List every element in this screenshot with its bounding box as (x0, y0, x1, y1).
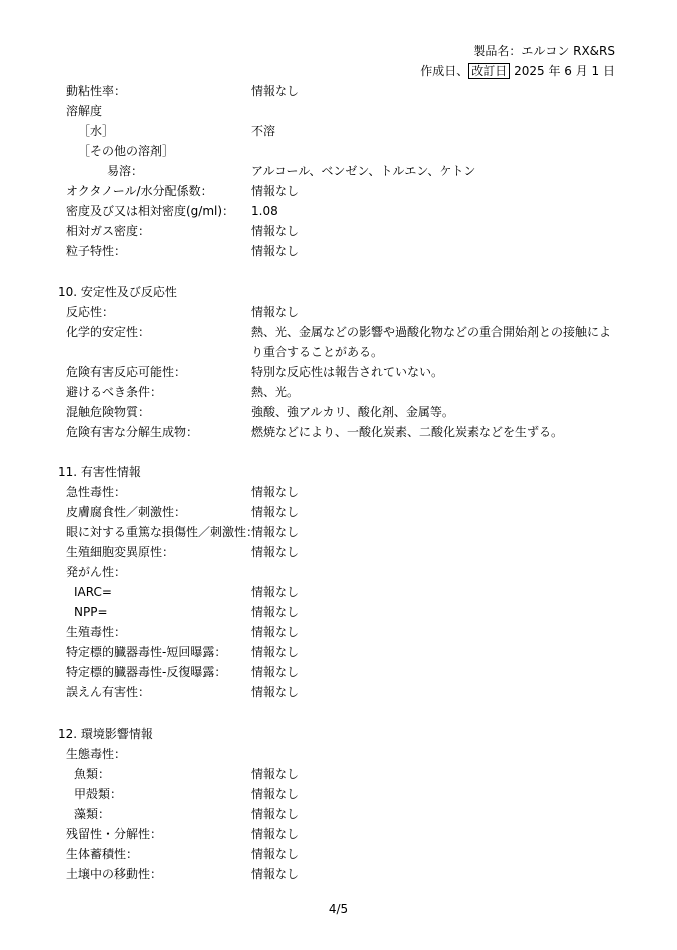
value: 情報なし (251, 665, 300, 679)
section-11-heading (0, 462, 677, 482)
section-title: 12. 環境影響情報 (58, 727, 153, 741)
value: 情報なし (251, 184, 300, 198)
row-bioaccum (0, 844, 677, 864)
row-chem-stability (0, 322, 677, 362)
row-npp (0, 602, 677, 622)
row-stot-single (0, 642, 677, 662)
row-carcino (0, 562, 677, 582)
label: IARC= (74, 585, 112, 599)
section-10-heading (0, 282, 677, 302)
value: 情報なし (251, 827, 300, 841)
label: 粒子特性： (66, 244, 127, 258)
row-octanol (0, 181, 677, 201)
value: 情報なし (251, 505, 300, 519)
label: 急性毒性： (66, 485, 127, 499)
label: 残留性・分解性： (66, 827, 163, 841)
value: 不溶 (251, 124, 276, 138)
value: 情報なし (251, 585, 300, 599)
value: 情報なし (251, 867, 300, 881)
section-title: 10. 安定性及び反応性 (58, 285, 177, 299)
row-reactivity (0, 302, 677, 322)
label: 危険有害反応可能性： (66, 365, 187, 379)
section-12-heading (0, 724, 677, 744)
value: 強酸、強アルカリ、酸化剤、金属等。 (251, 405, 454, 419)
row-decomposition (0, 422, 677, 442)
label: 特定標的臓器毒性-反復曝露： (66, 665, 227, 679)
row-mobility (0, 864, 677, 884)
value: 情報なし (251, 224, 300, 238)
value: 情報なし (251, 645, 300, 659)
label: 土壌中の移動性： (66, 867, 163, 881)
value: 情報なし (251, 244, 300, 258)
row-algae (0, 804, 677, 824)
value: 情報なし (251, 525, 300, 539)
label: 生体蓄積性： (66, 847, 139, 861)
row-fish (0, 764, 677, 784)
label: 藻類： (74, 807, 111, 821)
value: 情報なし (251, 545, 300, 559)
label: 生殖毒性： (66, 625, 127, 639)
value: 熱、光、金属などの影響や過酸化物などの重合開始剤との接触により重合することがある。 (251, 325, 612, 359)
label: 密度及び又は相対密度(g/ml)： (66, 204, 235, 218)
label: 混触危険物質： (66, 405, 151, 419)
row-aspiration (0, 682, 677, 702)
row-solubility (0, 101, 677, 121)
value: 情報なし (251, 807, 300, 821)
row-gas-density (0, 221, 677, 241)
row-other-solvents (0, 141, 677, 161)
row-incompatible (0, 402, 677, 422)
value: 特別な反応性は報告されていない。 (251, 365, 444, 379)
label: ［その他の溶剤］ (78, 144, 175, 158)
value: 燃焼などにより、一酸化炭素、二酸化炭素などを生ずる。 (251, 425, 564, 439)
label: 生殖細胞変異原性： (66, 545, 175, 559)
row-crustacea (0, 784, 677, 804)
row-particle (0, 241, 677, 261)
row-persistence (0, 824, 677, 844)
row-density (0, 201, 677, 221)
label: 化学的安定性： (66, 325, 151, 339)
row-dynamic-viscosity (0, 81, 677, 101)
value: 情報なし (251, 305, 300, 319)
row-water (0, 121, 677, 141)
row-repro (0, 622, 677, 642)
label: 眼に対する重篤な損傷性／刺激性： (66, 525, 259, 539)
label: オクタノール/水分配係数： (66, 184, 213, 198)
label: 皮膚腐食性／刺激性： (66, 505, 187, 519)
date-value: 2025 年 6 月 1 日 (510, 64, 615, 78)
value: 情報なし (251, 685, 300, 699)
row-eye (0, 522, 677, 542)
label: NPP= (74, 605, 108, 619)
label: 魚類： (74, 767, 111, 781)
value: 熱、光。 (251, 385, 300, 399)
page-number: 4/5 (328, 902, 349, 916)
row-avoid (0, 382, 677, 402)
row-iarc (0, 582, 677, 602)
label: ［水］ (78, 124, 115, 138)
value: 1.08 (251, 204, 278, 218)
revised-label: 改訂日 (468, 63, 510, 79)
label: 発がん性： (66, 565, 127, 579)
label: 易溶： (107, 164, 144, 178)
label: 誤えん有害性： (66, 685, 151, 699)
label: 危険有害な分解生成物： (66, 425, 199, 439)
row-acute (0, 482, 677, 502)
date-line (420, 61, 615, 81)
value: 情報なし (251, 625, 300, 639)
value: 情報なし (251, 847, 300, 861)
label: 特定標的臓器毒性-短回曝露： (66, 645, 227, 659)
row-skin (0, 502, 677, 522)
product-name: 製品名：エルコン RX&RS (473, 44, 615, 58)
label: 生態毒性： (66, 747, 127, 761)
value: 情報なし (251, 84, 300, 98)
row-stot-repeat (0, 662, 677, 682)
label: 避けるべき条件： (66, 385, 163, 399)
value: 情報なし (251, 787, 300, 801)
label: 溶解度 (66, 104, 103, 118)
value: 情報なし (251, 485, 300, 499)
label: 相対ガス密度： (66, 224, 151, 238)
row-eco-tox (0, 744, 677, 764)
label: 動粘性率： (66, 84, 127, 98)
value: アルコール、ベンゼン、トルエン、ケトン (251, 164, 476, 178)
value: 情報なし (251, 605, 300, 619)
value: 情報なし (251, 767, 300, 781)
section-title: 11. 有害性情報 (58, 465, 141, 479)
label: 甲殻類： (74, 787, 123, 801)
created-label: 作成日、 (420, 64, 469, 78)
row-hazard-reaction (0, 362, 677, 382)
row-easily-soluble (0, 161, 677, 181)
row-germ (0, 542, 677, 562)
label: 反応性： (66, 305, 115, 319)
